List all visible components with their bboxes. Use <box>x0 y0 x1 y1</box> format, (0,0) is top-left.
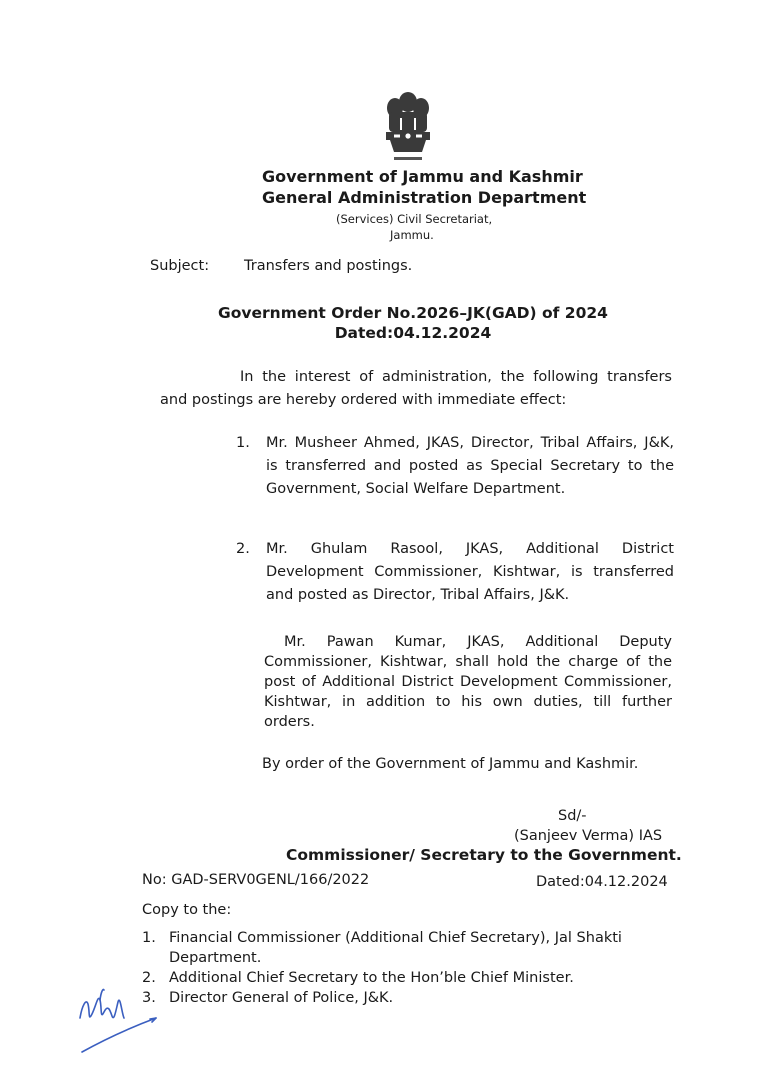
reference-number: No: GAD-SERV0GENL/166/2022 <box>142 872 370 888</box>
handwritten-initials-icon <box>70 984 170 1054</box>
copy-item-number: 1. <box>142 930 156 946</box>
signatory-designation: Commissioner/ Secretary to the Government. <box>286 846 682 864</box>
copy-list <box>142 928 677 1008</box>
by-order-line: By order of the Government of Jammu and Kashmir. <box>262 756 639 772</box>
order-item <box>236 432 674 501</box>
copy-heading: Copy to the: <box>142 902 232 918</box>
charge-note: Mr. Pawan Kumar, JKAS, Additional Deputy Commissioner, Kishtwar, shall hold the charge of the post of Additional District Development Commissioner, Kishtwar, in addition to his own duties, till further orders. <box>264 634 672 730</box>
order-item-text: Mr. Ghulam Rasool, JKAS, Additional District Development Commissioner, Kishtwar, is transferred and posted as Director, Tribal Affairs, J&K. <box>266 541 674 603</box>
copy-item-text: Director General of Police, J&K. <box>169 990 394 1006</box>
intro-paragraph: In the interest of administration, the following transfers and postings are hereby ordered with immediate effect: <box>160 369 672 408</box>
address-line-2: Jammu. <box>390 228 434 242</box>
order-item-number: 2. <box>236 541 250 557</box>
signatory-name: (Sanjeev Verma) IAS <box>514 828 663 844</box>
copy-item-text: Additional Chief Secretary to the Hon’ble Chief Minister. <box>169 970 574 986</box>
order-number: Government Order No.2026–JK(GAD) of 2024 <box>218 304 608 322</box>
copy-item-number: 2. <box>142 970 156 986</box>
order-item-number: 1. <box>236 435 250 451</box>
subject-label: Subject: <box>150 258 210 274</box>
national-emblem-icon <box>380 88 436 166</box>
copy-item <box>142 988 677 1008</box>
sd-mark: Sd/- <box>558 808 587 824</box>
copy-item <box>142 968 677 988</box>
copy-item-number: 3. <box>142 990 156 1006</box>
copy-item-text: Financial Commissioner (Additional Chief Secretary), Jal Shakti Department. <box>169 930 622 966</box>
reference-date: Dated:04.12.2024 <box>536 874 668 890</box>
order-item-text: Mr. Musheer Ahmed, JKAS, Director, Tribal Affairs, J&K, is transferred and posted as Special Secretary to the Government, Social Welfare Department. <box>266 435 674 497</box>
order-date: Dated:04.12.2024 <box>334 324 492 342</box>
subject-text: Transfers and postings. <box>244 258 413 274</box>
address-line-1: (Services) Civil Secretariat, <box>336 212 493 226</box>
government-name: Government of Jammu and Kashmir <box>262 167 583 186</box>
order-item <box>236 538 674 607</box>
copy-item <box>142 928 677 968</box>
department-name: General Administration Department <box>262 188 587 207</box>
